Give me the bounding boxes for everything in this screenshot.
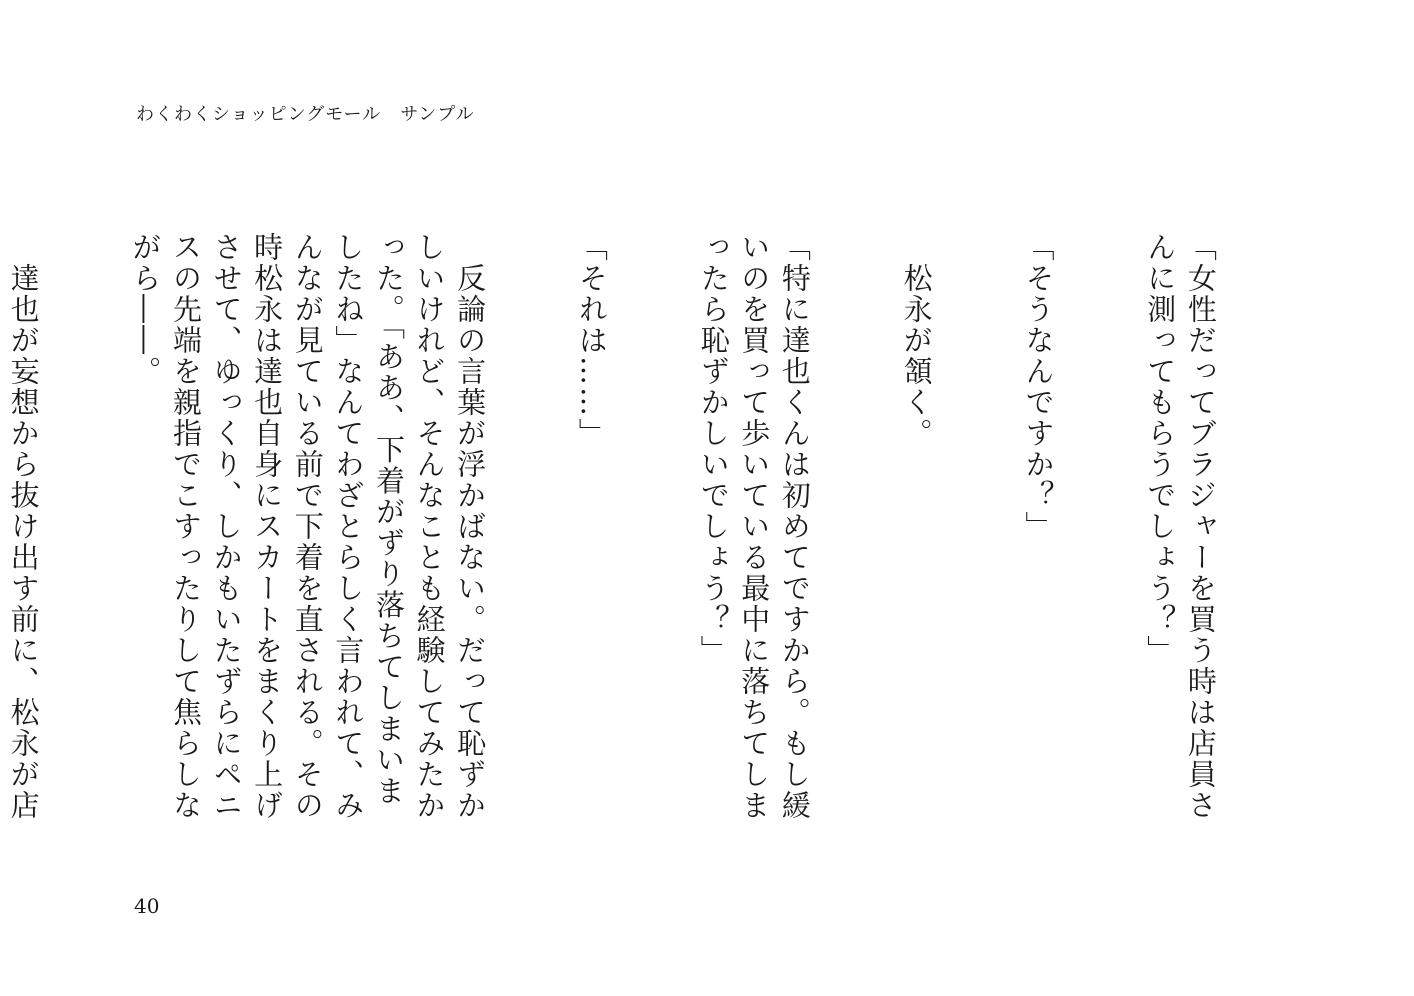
- paragraph: 「それは……」: [574, 232, 609, 449]
- body-text: [0, 232, 1302, 832]
- paragraph: 「そうなんですか？」: [1021, 232, 1056, 542]
- paragraph: 達也が妄想から抜け出す前に、松永が店: [6, 263, 41, 821]
- paragraph: 「特に達也くんは初めてですから。もし緩いのを買って歩いている最中に落ちてしまったら恥ずかしいでしょう？」: [696, 232, 812, 821]
- paragraph: 「女性だってブラジャーを買う時は店員さんに測ってもらうでしょう？」: [1143, 232, 1218, 821]
- paragraph: 反論の言葉が浮かばない。だって恥ずかしいけれど、そんなことも経験してみたかった。「ああ、下着がずり落ちてしまいましたね」なんてわざとらしく言われて、みんなが見ている前で下着を直される。その時松永は達也自身にスカートをまくり上げさせて、ゆっくり、しかもいたずらにペニスの先端を親指でこすったりして焦らしながら――。: [128, 232, 488, 821]
- paragraph: 松永が頷く。: [899, 232, 934, 449]
- page-number: 40: [134, 894, 160, 918]
- running-header: わくわくショッピングモール サンプル: [136, 104, 475, 125]
